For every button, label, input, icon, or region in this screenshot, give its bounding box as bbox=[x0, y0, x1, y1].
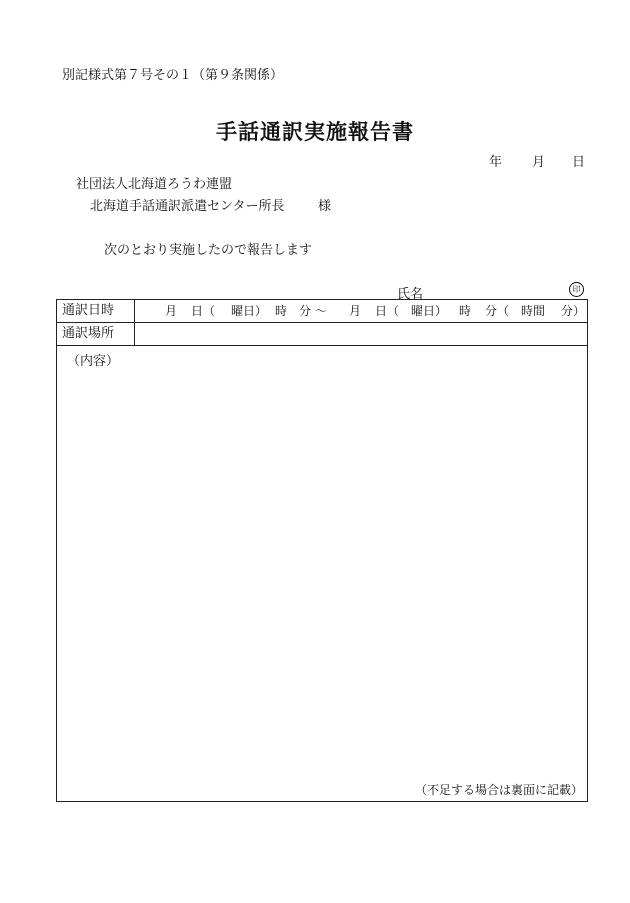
addressee-honorific: 様 bbox=[318, 199, 332, 214]
document-title: 手話通訳実施報告書 bbox=[216, 119, 414, 144]
report-table bbox=[56, 299, 588, 802]
reporter-name-label: 氏名 bbox=[397, 287, 424, 302]
datetime-field[interactable] bbox=[135, 300, 587, 322]
datetime-part: 時 bbox=[275, 304, 288, 318]
datetime-part: 時 bbox=[459, 304, 472, 318]
form-reference: 別記様式第７号その１（第９条関係） bbox=[62, 68, 284, 83]
content-label: （内容） bbox=[67, 354, 120, 369]
addressee-organization: 社団法人北海道ろうわ連盟 bbox=[76, 177, 233, 192]
place-row bbox=[57, 323, 587, 346]
date-month-label: 月 bbox=[532, 155, 546, 170]
datetime-row bbox=[57, 300, 587, 323]
place-field[interactable] bbox=[135, 323, 587, 345]
datetime-part: 日（ bbox=[375, 304, 400, 318]
date-year-label: 年 bbox=[489, 155, 503, 170]
place-label: 通訳場所 bbox=[57, 323, 135, 345]
datetime-part: 日（ bbox=[191, 304, 216, 318]
datetime-part: 分 〜 bbox=[299, 304, 327, 318]
date-day-label: 日 bbox=[572, 155, 586, 170]
datetime-part: 分（ bbox=[485, 304, 510, 318]
datetime-label: 通訳日時 bbox=[57, 300, 135, 322]
datetime-part: 月 bbox=[165, 304, 178, 318]
datetime-part: 分） bbox=[561, 304, 586, 318]
seal-icon: 印 bbox=[569, 282, 584, 297]
addressee-recipient: 北海道手話通訳派遣センター所長 bbox=[90, 199, 285, 214]
datetime-part: 月 bbox=[349, 304, 362, 318]
datetime-part: 時間 bbox=[521, 304, 546, 318]
datetime-part: 曜日） bbox=[231, 304, 268, 318]
content-footnote: （不足する場合は裏面に記載） bbox=[415, 783, 584, 797]
datetime-part: 曜日） bbox=[411, 304, 448, 318]
report-statement: 次のとおり実施したので報告します bbox=[104, 243, 313, 258]
